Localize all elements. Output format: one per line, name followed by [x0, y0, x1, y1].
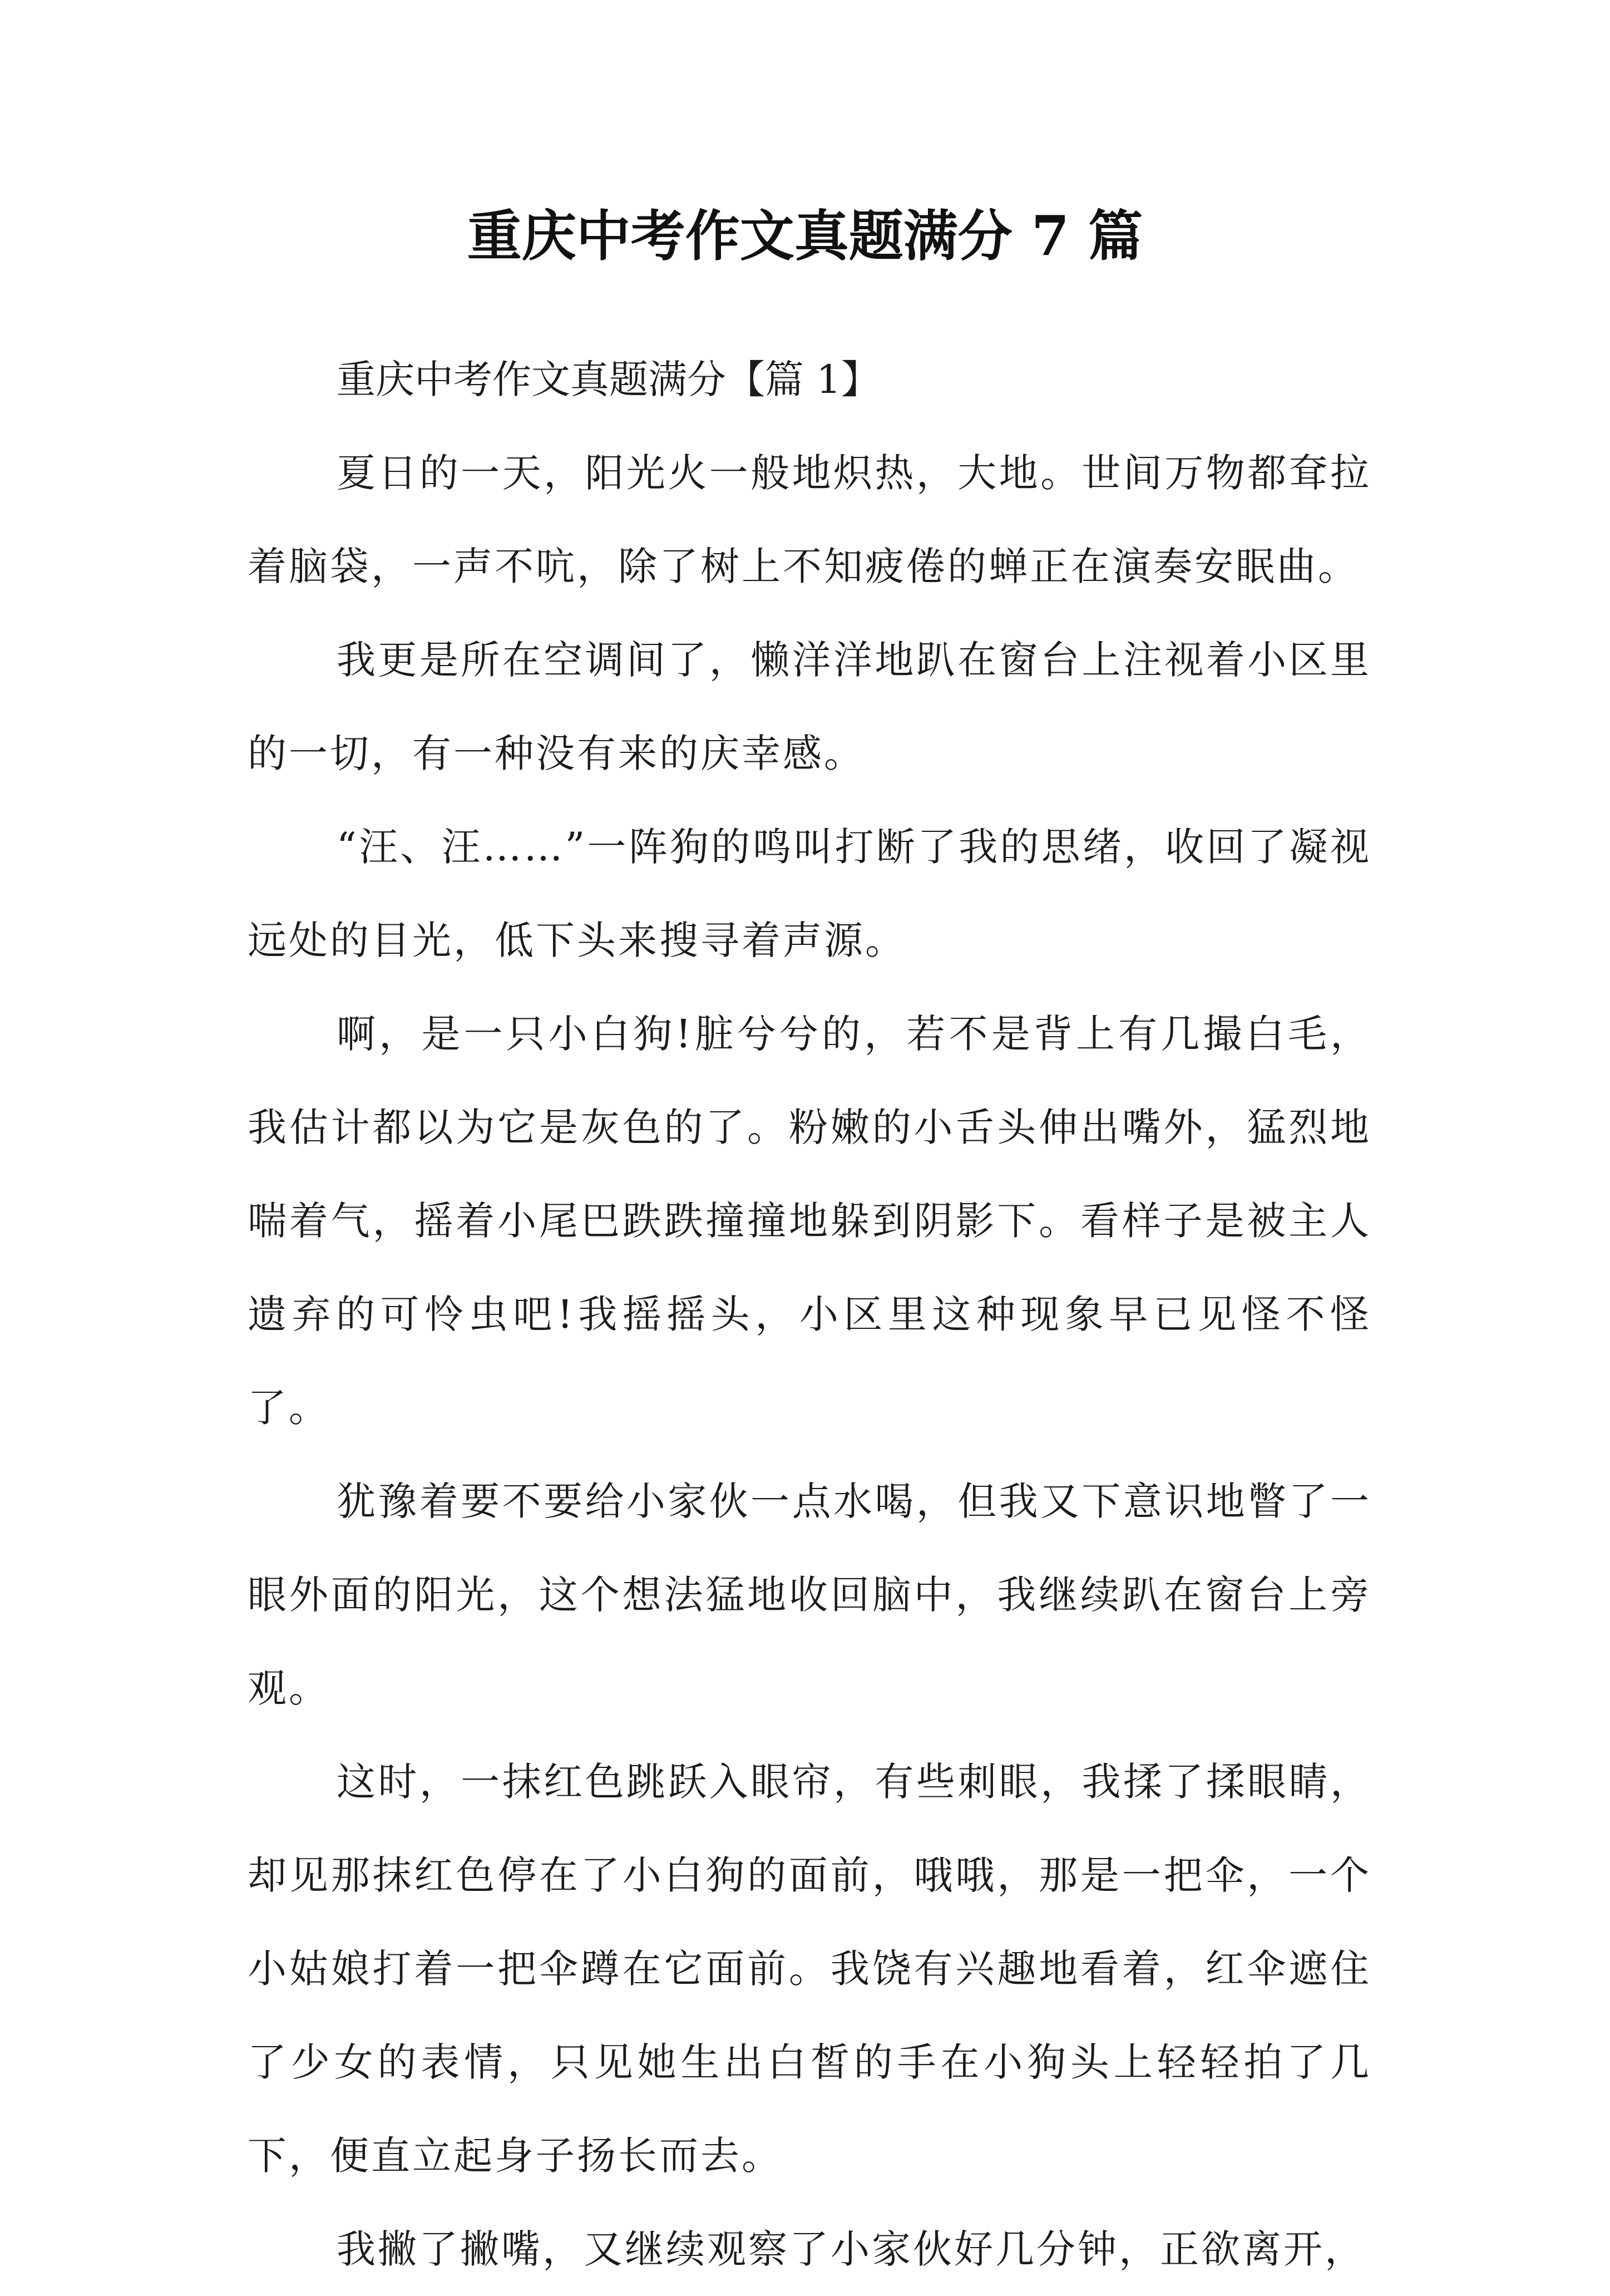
paragraph: 夏日的一天，阳光火一般地炽热，大地。世间万物都耷拉着脑袋，一声不吭，除了树上不知疲倦的蝉正在演奏安眠曲。 — [248, 450, 1371, 589]
document-body — [248, 333, 1371, 2296]
section-heading: 重庆中考作文真题满分【篇 1】 — [337, 357, 880, 402]
paragraph: 犹豫着要不要给小家伙一点水喝，但我又下意识地瞥了一眼外面的阳光，这个想法猛地收回脑中，我继续趴在窗台上旁观。 — [248, 1479, 1371, 1711]
paragraph: 啊，是一只小白狗!脏兮兮的，若不是背上有几撮白毛，我估计都以为它是灰色的了。粉嫩的小舌头伸出嘴外，猛烈地喘着气，摇着小尾巴跌跌撞撞地躲到阴影下。看样子是被主人遗弃的可怜虫吧!我摇摇头，小区里这种现象早已见怪不怪了。 — [248, 1011, 1371, 1431]
paragraph: 这时，一抹红色跳跃入眼帘，有些刺眼，我揉了揉眼睛，却见那抹红色停在了小白狗的面前，哦哦，那是一把伞，一个小姑娘打着一把伞蹲在它面前。我饶有兴趣地看着，红伞遮住了少女的表情，只见她生出白皙的手在小狗头上轻轻拍了几下，便直立起身子扬长而去。 — [248, 1759, 1371, 2179]
document-title: 重庆中考作文真题满分 7 篇 — [467, 204, 1143, 268]
paragraph: “汪、汪……”一阵狗的鸣叫打断了我的思绪，收回了凝视远处的目光，低下头来搜寻着声源。 — [248, 824, 1371, 963]
paragraph: 我更是所在空调间了，懒洋洋地趴在窗台上注视着小区里的一切，有一种没有来的庆幸感。 — [248, 637, 1371, 776]
paragraph: 我撇了撇嘴，又继续观察了小家伙好几分钟，正欲离开， — [337, 2226, 1366, 2272]
